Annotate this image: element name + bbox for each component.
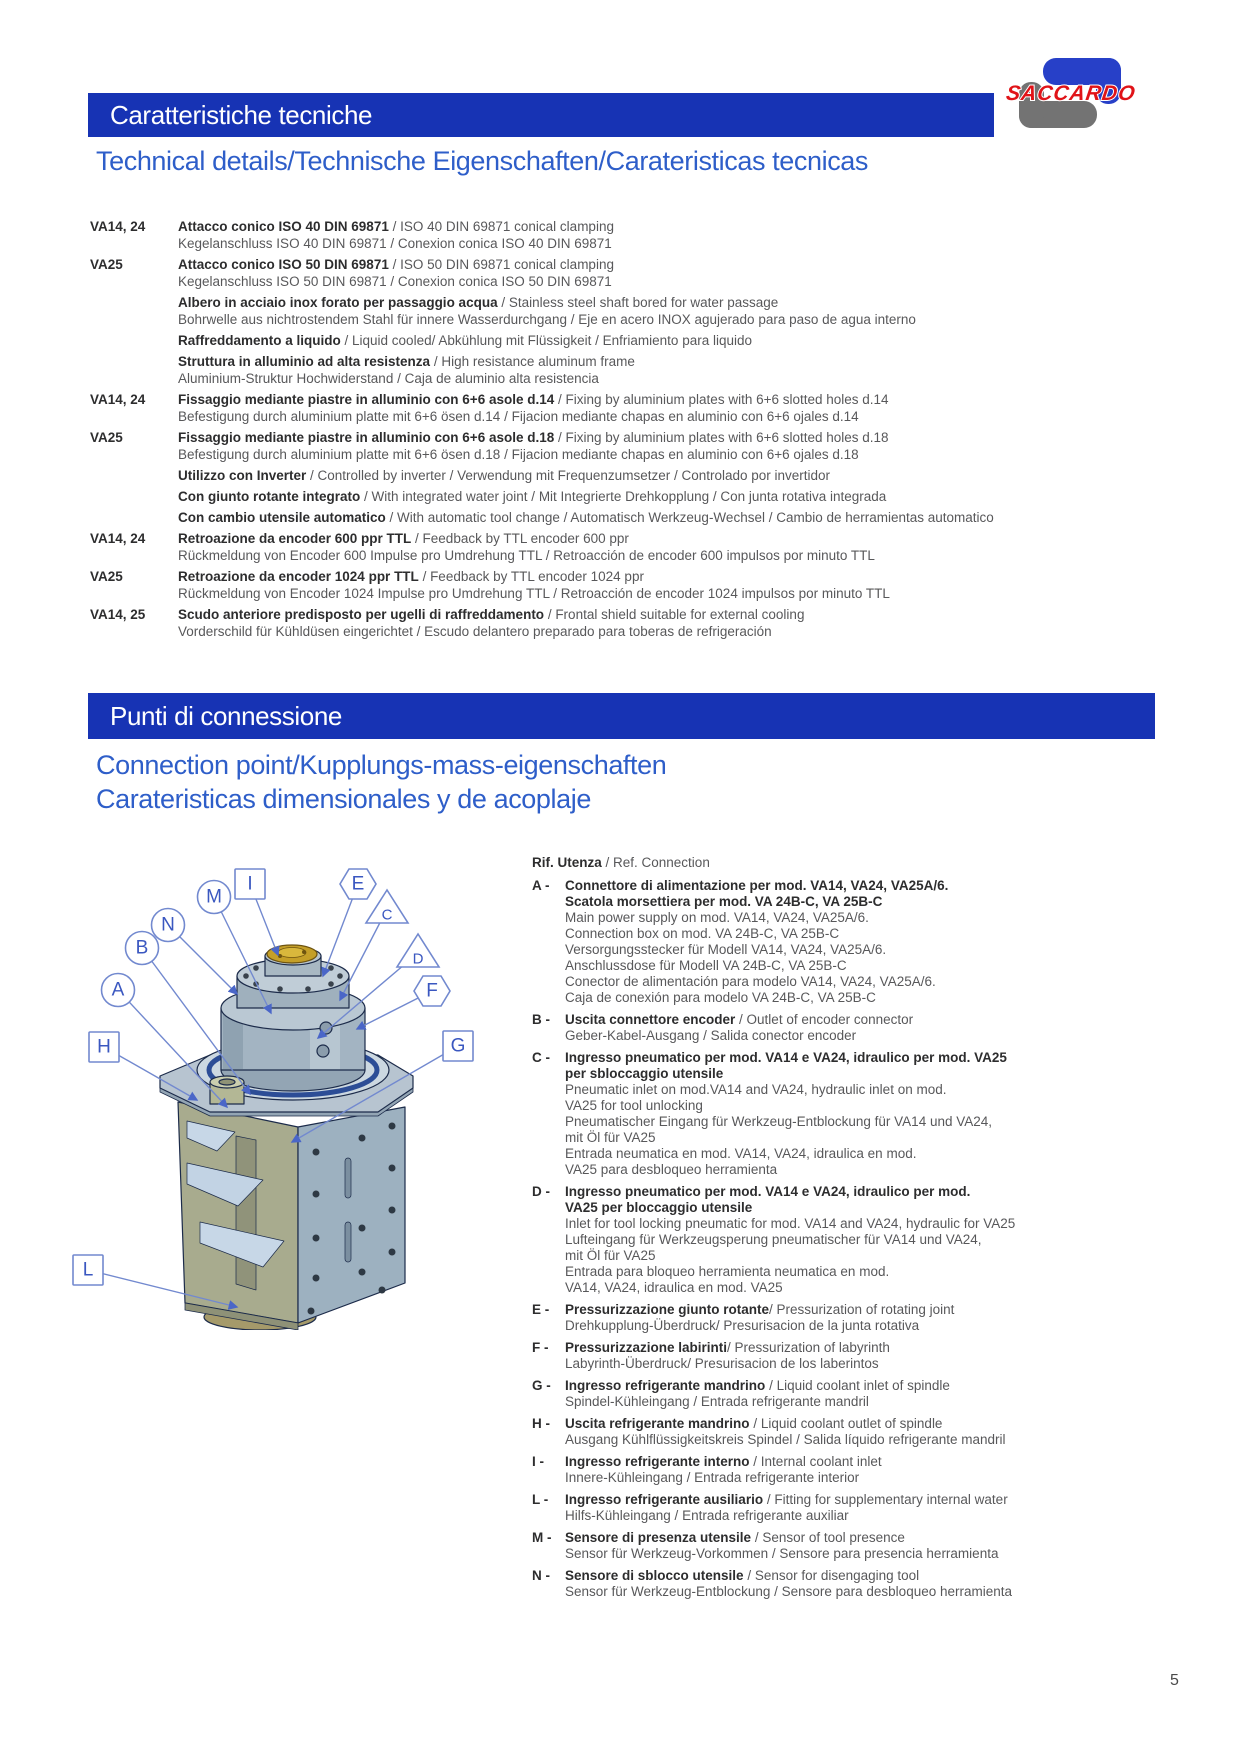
connection-item-line: Geber-Kabel-Ausgang / Salida conector encoder: [565, 1028, 857, 1043]
model-label: VA14, 25: [90, 607, 146, 622]
tech-row-text: [178, 218, 1175, 252]
connection-item-line: Versorgungsstecker für Modell VA14, VA24, VA25A/6.: [565, 942, 887, 957]
connection-item-B: [532, 1012, 1180, 1044]
connection-item-line: Inlet for tool locking pneumatic for mod. VA14 and VA24, hydraulic for VA25: [565, 1216, 1016, 1231]
tech-row: [90, 488, 1175, 505]
connection-item-line: Pneumatic inlet on mod.VA14 and VA24, hydraulic inlet on mod.: [565, 1082, 947, 1097]
tech-row-line1: [178, 332, 1175, 349]
side-fitting: [210, 1076, 244, 1104]
connection-item-text: [565, 1492, 1180, 1524]
connection-item-title-rest: / Liquid coolant inlet of spindle: [765, 1378, 950, 1393]
callout-letter-D: D: [412, 950, 424, 968]
connection-item-title-rest: / Liquid coolant outlet of spindle: [749, 1416, 943, 1431]
model-label: VA14, 24: [90, 219, 146, 234]
model-label: VA14, 24: [90, 392, 146, 407]
connection-item-text: [565, 1378, 1180, 1410]
tech-row-rest: / With automatic tool change / Automatisch Werkzeug-Wechsel / Cambio de herramientas automatico: [385, 510, 994, 525]
connection-item-line: Spindel-Kühleingang / Entrada refrigerante mandril: [565, 1394, 869, 1409]
connection-item-C: [532, 1050, 1180, 1178]
connection-item-text: [565, 1454, 1180, 1486]
model-label: [90, 294, 178, 328]
connection-section-title: Punti di connessione: [110, 701, 342, 731]
tech-row-line1: [178, 391, 1175, 408]
callout-letter-F: F: [426, 980, 438, 1002]
tech-row-bold: Con cambio utensile automatico: [178, 510, 386, 525]
callout-letter-A: A: [111, 979, 125, 1001]
connection-item-E: [532, 1302, 1180, 1334]
model-label: VA25: [90, 430, 123, 445]
connection-item-letter: C -: [532, 1050, 550, 1065]
callout-letter-I: I: [247, 873, 253, 895]
tech-row-bold: Utilizzo con Inverter: [178, 468, 307, 483]
connection-item-title: [565, 1050, 1180, 1066]
ref-connection-heading: [532, 855, 1180, 871]
tech-row-bold: Scudo anteriore predisposto per ugelli di raffreddamento: [178, 607, 545, 622]
connection-item-line: Entrada para bloqueo herramienta neumatica en mod.: [565, 1264, 890, 1279]
connection-item-letter: D -: [532, 1184, 550, 1199]
connection-item-title-bold: Ingresso refrigerante interno: [565, 1454, 750, 1469]
tech-row: [90, 568, 1175, 602]
connection-item-text: [565, 1302, 1180, 1334]
connection-item-title2-bold: Scatola morsettiera per mod. VA 24B-C, VA 25B-C: [565, 894, 883, 909]
connection-item-title: [565, 1492, 1180, 1508]
connection-section-subtitle-2: Carateristicas dimensionales y de acoplaje: [96, 784, 591, 814]
connection-item-title-rest: / Internal coolant inlet: [749, 1454, 882, 1469]
tech-section-subtitle: Technical details/Technische Eigenschaften/Carateristicas tecnicas: [96, 146, 869, 176]
connection-item-letter: A -: [532, 878, 550, 893]
tech-row-line2: Kegelanschluss ISO 40 DIN 69871 / Conexion conica ISO 40 DIN 69871: [178, 236, 612, 251]
connection-item-line: mit Öl für VA25: [565, 1248, 656, 1263]
connection-item-title-bold: Pressurizzazione labirinti: [565, 1340, 728, 1355]
tech-row-text: [178, 332, 1175, 349]
connection-item-M: [532, 1530, 1180, 1562]
connection-item-title-bold: Uscita connettore encoder: [565, 1012, 736, 1027]
connection-item-letter: N -: [532, 1568, 550, 1583]
tech-row-line1: [178, 353, 1175, 370]
tech-row-bold: Con giunto rotante integrato: [178, 489, 361, 504]
tech-row-text: [178, 568, 1175, 602]
ref-connection-heading-bold: Rif. Utenza: [532, 855, 602, 870]
tech-row-text: [178, 488, 1175, 505]
logo-graphic: [995, 48, 1145, 138]
tech-row-line2: Rückmeldung von Encoder 600 Impulse pro Umdrehung TTL / Retroacción de encoder 600 impulsos por minuto TTL: [178, 548, 875, 563]
spindle-illustration: [160, 945, 413, 1330]
connection-item-line: VA25 para desbloqueo herramienta: [565, 1162, 778, 1177]
ref-connection-heading-rest: / Ref. Connection: [601, 855, 710, 870]
connection-item-letter: I -: [532, 1454, 544, 1469]
connection-item-line: Ausgang Kühlflüssigkeitskreis Spindel / Salida líquido refrigerante mandril: [565, 1432, 1006, 1447]
tech-row-bold: Struttura in alluminio ad alta resistenza: [178, 354, 431, 369]
connection-item-title-rest: / Outlet of encoder connector: [735, 1012, 914, 1027]
connection-item-F: [532, 1340, 1180, 1372]
model-label: [90, 509, 178, 526]
connection-item-line: mit Öl für VA25: [565, 1130, 656, 1145]
connection-item-line: Anschlussdose für Modell VA 24B-C, VA 25B-C: [565, 958, 847, 973]
connection-item-text: [565, 1012, 1180, 1044]
tech-row-rest: / Frontal shield suitable for external cooling: [544, 607, 805, 622]
tech-row-bold: Attacco conico ISO 50 DIN 69871: [178, 257, 389, 272]
connection-item-line: Entrada neumatica en mod. VA14, VA24, idraulica en mod.: [565, 1146, 917, 1161]
callout-letter-N: N: [161, 914, 175, 936]
connection-item-line: Main power supply on mod. VA14, VA24, VA25A/6.: [565, 910, 869, 925]
model-label: VA25: [90, 569, 123, 584]
connection-item-title2: [565, 1200, 1180, 1216]
logo-wordmark: SACCARDO: [1004, 82, 1138, 105]
connection-item-text: [565, 1340, 1180, 1372]
connection-item-text: [565, 1568, 1180, 1600]
connection-item-title: [565, 878, 1180, 894]
tech-row: [90, 467, 1175, 484]
connection-item-title2: [565, 1066, 1180, 1082]
connection-item-text: [565, 878, 1180, 1006]
tech-row-rest: / Fixing by aluminium plates with 6+6 slotted holes d.14: [554, 392, 889, 407]
model-label: [90, 488, 178, 505]
spindle-diagram-svg: [60, 770, 510, 1330]
tech-row-line2: Aluminium-Struktur Hochwiderstand / Caja de aluminio alta resistencia: [178, 371, 599, 386]
tech-row: [90, 530, 1175, 564]
model-label: VA25: [90, 257, 123, 272]
model-label: [90, 467, 178, 484]
connection-item-title-rest: / Sensor of tool presence: [751, 1530, 905, 1545]
tech-row-text: [178, 294, 1175, 328]
connection-item-title: [565, 1378, 1180, 1394]
tech-row-line1: [178, 606, 1175, 623]
connection-item-letter: H -: [532, 1416, 550, 1431]
connection-section-subtitle-1: Connection point/Kupplungs-mass-eigenschaften: [96, 750, 667, 780]
connection-item-line: Connection box on mod. VA 24B-C, VA 25B-C: [565, 926, 840, 941]
connection-item-title: [565, 1012, 1180, 1028]
tech-row: [90, 429, 1175, 463]
tech-row-bold: Retroazione da encoder 600 ppr TTL: [178, 531, 412, 546]
connection-item-D: [532, 1184, 1180, 1296]
tech-row-text: [178, 429, 1175, 463]
tech-row-line1: [178, 530, 1175, 547]
tech-row-rest: / High resistance aluminum frame: [430, 354, 635, 369]
connection-item-G: [532, 1378, 1180, 1410]
connection-item-title-rest: / Pressurization of labyrinth: [727, 1340, 890, 1355]
connection-item-letter: B -: [532, 1012, 550, 1027]
tech-row-line2: Befestigung durch aluminium platte mit 6+6 ösen d.18 / Fijacion mediante chapas en aluminio con 6+6 ojales d.18: [178, 447, 859, 462]
connection-item-text: [565, 1530, 1180, 1562]
connection-item-letter: F -: [532, 1340, 549, 1355]
connection-item-line: Caja de conexión para modelo VA 24B-C, VA 25B-C: [565, 990, 876, 1005]
tech-row-line2: Vorderschild für Kühldüsen eingerichtet / Escudo delantero preparado para toberas de refrigeración: [178, 624, 772, 639]
connection-item-title-bold: Ingresso refrigerante ausiliario: [565, 1492, 764, 1507]
tech-row-rest: / With integrated water joint / Mit Integrierte Drehkopplung / Con junta rotativa integrada: [360, 489, 887, 504]
connection-item-I: [532, 1454, 1180, 1486]
connection-item-letter: L -: [532, 1492, 549, 1507]
tech-details-list: [90, 218, 1175, 644]
connection-item-text: [565, 1416, 1180, 1448]
connection-item-title-bold: Pressurizzazione giunto rotante: [565, 1302, 770, 1317]
machine-body: [178, 1102, 405, 1330]
callout-letter-B: B: [135, 937, 149, 959]
tech-row-bold: Attacco conico ISO 40 DIN 69871: [178, 219, 389, 234]
tech-row-text: [178, 530, 1175, 564]
connection-item-title: [565, 1416, 1180, 1432]
connection-item-line: Sensor für Werkzeug-Vorkommen / Sensore para presencia herramienta: [565, 1546, 999, 1561]
connection-item-line: Innere-Kühleingang / Entrada refrigerante interior: [565, 1470, 860, 1485]
tech-row-rest: / Controlled by inverter / Verwendung mit Frequenzumsetzer / Controlado por invertidor: [306, 468, 831, 483]
tech-row-rest: / Fixing by aluminium plates with 6+6 slotted holes d.18: [554, 430, 889, 445]
tech-row-bold: Albero in acciaio inox forato per passaggio acqua: [178, 295, 498, 310]
model-label: [90, 332, 178, 349]
connection-item-title-rest: / Sensor for disengaging tool: [743, 1568, 920, 1583]
connection-item-line: Pneumatischer Eingang für Werkzeug-Entblockung für VA14 und VA24,: [565, 1114, 992, 1129]
tech-row: [90, 509, 1175, 526]
tech-row-rest: / Stainless steel shaft bored for water passage: [497, 295, 779, 310]
connection-item-title2-bold: VA25 per bloccaggio utensile: [565, 1200, 753, 1215]
connection-items: [532, 878, 1180, 1600]
connection-item-title2: [565, 894, 1180, 910]
tech-row: [90, 606, 1175, 640]
connection-item-title-bold: Connettore di alimentazione per mod. VA14, VA24, VA25A/6.: [565, 878, 949, 893]
tech-section-title: Caratteristiche tecniche: [110, 100, 373, 130]
connection-item-line: Drehkupplung-Überdruck/ Presurisacion de la junta rotativa: [565, 1318, 920, 1333]
tech-row-bold: Retroazione da encoder 1024 ppr TTL: [178, 569, 419, 584]
connection-item-N: [532, 1568, 1180, 1600]
connection-item-title-bold: Ingresso refrigerante mandrino: [565, 1378, 766, 1393]
connection-item-title-rest: / Pressurization of rotating joint: [769, 1302, 955, 1317]
page-number: 5: [1170, 1672, 1179, 1689]
connection-item-title: [565, 1340, 1180, 1356]
connection-section-header-bar: [88, 693, 1155, 739]
connection-item-line: Sensor für Werkzeug-Entblockung / Sensore para desbloqueo herramienta: [565, 1584, 1013, 1599]
tech-row-line2: Bohrwelle aus nichtrostendem Stahl für innere Wasserdurchgang / Eje en acero INOX agujerado para paso de agua interno: [178, 312, 916, 327]
tech-row-bold: Fissaggio mediante piastre in alluminio con 6+6 asole d.18: [178, 430, 555, 445]
connection-item-line: Labyrinth-Überdruck/ Presurisacion de los laberintos: [565, 1356, 879, 1371]
tech-row-line1: [178, 488, 1175, 505]
tech-row-text: [178, 256, 1175, 290]
connection-item-title2-bold: per sbloccaggio utensile: [565, 1066, 724, 1081]
connection-item-line: VA14, VA24, idraulica en mod. VA25: [565, 1280, 783, 1295]
tech-row: [90, 391, 1175, 425]
connection-item-line: Lufteingang für Werkzeugsperung pneumatischer für VA14 und VA24,: [565, 1232, 982, 1247]
connection-item-title-bold: Ingresso pneumatico per mod. VA14 e VA24, idraulico per mod.: [565, 1184, 971, 1199]
tech-row-rest: / Feedback by TTL encoder 1024 ppr: [418, 569, 644, 584]
tech-row-rest: / Liquid cooled/ Abkühlung mit Flüssigkeit / Enfriamiento para liquido: [340, 333, 752, 348]
spindle-nose: [265, 945, 321, 976]
connection-item-title: [565, 1568, 1180, 1584]
tech-row-text: [178, 606, 1175, 640]
callout-letter-E: E: [351, 873, 365, 895]
connection-item-title: [565, 1184, 1180, 1200]
connection-item-line: VA25 for tool unlocking: [565, 1098, 703, 1113]
connection-item-letter: G -: [532, 1378, 551, 1393]
callout-letter-H: H: [97, 1036, 111, 1058]
tech-row-text: [178, 391, 1175, 425]
tech-row-line1: [178, 467, 1175, 484]
model-label: [90, 353, 178, 387]
connection-item-text: [565, 1184, 1180, 1296]
connection-item-title-bold: Ingresso pneumatico per mod. VA14 e VA24, idraulico per mod. VA25: [565, 1050, 1007, 1065]
tech-row-line1: [178, 294, 1175, 311]
callout-letter-G: G: [450, 1035, 466, 1057]
model-label: VA14, 24: [90, 531, 146, 546]
tech-row: [90, 256, 1175, 290]
tech-row-line2: Kegelanschluss ISO 50 DIN 69871 / Conexion conica ISO 50 DIN 69871: [178, 274, 612, 289]
connection-item-letter: M -: [532, 1530, 552, 1545]
callout-letter-C: C: [381, 906, 393, 924]
tech-row: [90, 294, 1175, 328]
connection-item-L: [532, 1492, 1180, 1524]
connection-item-title-bold: Sensore di sblocco utensile: [565, 1568, 744, 1583]
connection-item-title-bold: Uscita refrigerante mandrino: [565, 1416, 750, 1431]
callout-letter-M: M: [206, 886, 222, 908]
tech-row-rest: / ISO 50 DIN 69871 conical clamping: [388, 257, 614, 272]
tech-row-line1: [178, 256, 1175, 273]
connection-item-text: [565, 1050, 1180, 1178]
tech-row-bold: Fissaggio mediante piastre in alluminio con 6+6 asole d.14: [178, 392, 555, 407]
tech-row: [90, 332, 1175, 349]
tech-row-line1: [178, 218, 1175, 235]
tech-section-header-bar: [88, 93, 994, 137]
spindle-diagram: [60, 770, 510, 1330]
connection-item-line: Conector de alimentación para modelo VA14, VA24, VA25A/6.: [565, 974, 936, 989]
connection-item-letter: E -: [532, 1302, 550, 1317]
connection-list: [532, 855, 1180, 1606]
tech-row: [90, 353, 1175, 387]
tech-row-bold: Raffreddamento a liquido: [178, 333, 341, 348]
tech-row-line1: [178, 509, 1175, 526]
connection-item-title: [565, 1530, 1180, 1546]
connection-item-H: [532, 1416, 1180, 1448]
connection-item-title: [565, 1302, 1180, 1318]
connection-item-title-bold: Sensore di presenza utensile: [565, 1530, 752, 1545]
connection-item-title: [565, 1454, 1180, 1470]
connection-item-line: Hilfs-Kühleingang / Entrada refrigerante auxiliar: [565, 1508, 849, 1523]
tech-row-text: [178, 467, 1175, 484]
brand-logo: [995, 48, 1145, 138]
tech-row-line1: [178, 429, 1175, 446]
tech-row: [90, 218, 1175, 252]
tech-row-line2: Befestigung durch aluminium platte mit 6+6 ösen d.14 / Fijacion mediante chapas en aluminio con 6+6 ojales d.14: [178, 409, 859, 424]
connection-item-A: [532, 878, 1180, 1006]
tech-row-text: [178, 353, 1175, 387]
tech-row-line1: [178, 568, 1175, 585]
tech-row-text: [178, 509, 1175, 526]
tech-row-rest: / ISO 40 DIN 69871 conical clamping: [388, 219, 614, 234]
tech-row-rest: / Feedback by TTL encoder 600 ppr: [411, 531, 629, 546]
tech-row-line2: Rückmeldung von Encoder 1024 Impulse pro Umdrehung TTL / Retroacción de encoder 1024 impulsos por minuto TTL: [178, 586, 890, 601]
connection-item-title-rest: / Fitting for supplementary internal water: [763, 1492, 1008, 1507]
callout-letter-L: L: [82, 1259, 94, 1281]
